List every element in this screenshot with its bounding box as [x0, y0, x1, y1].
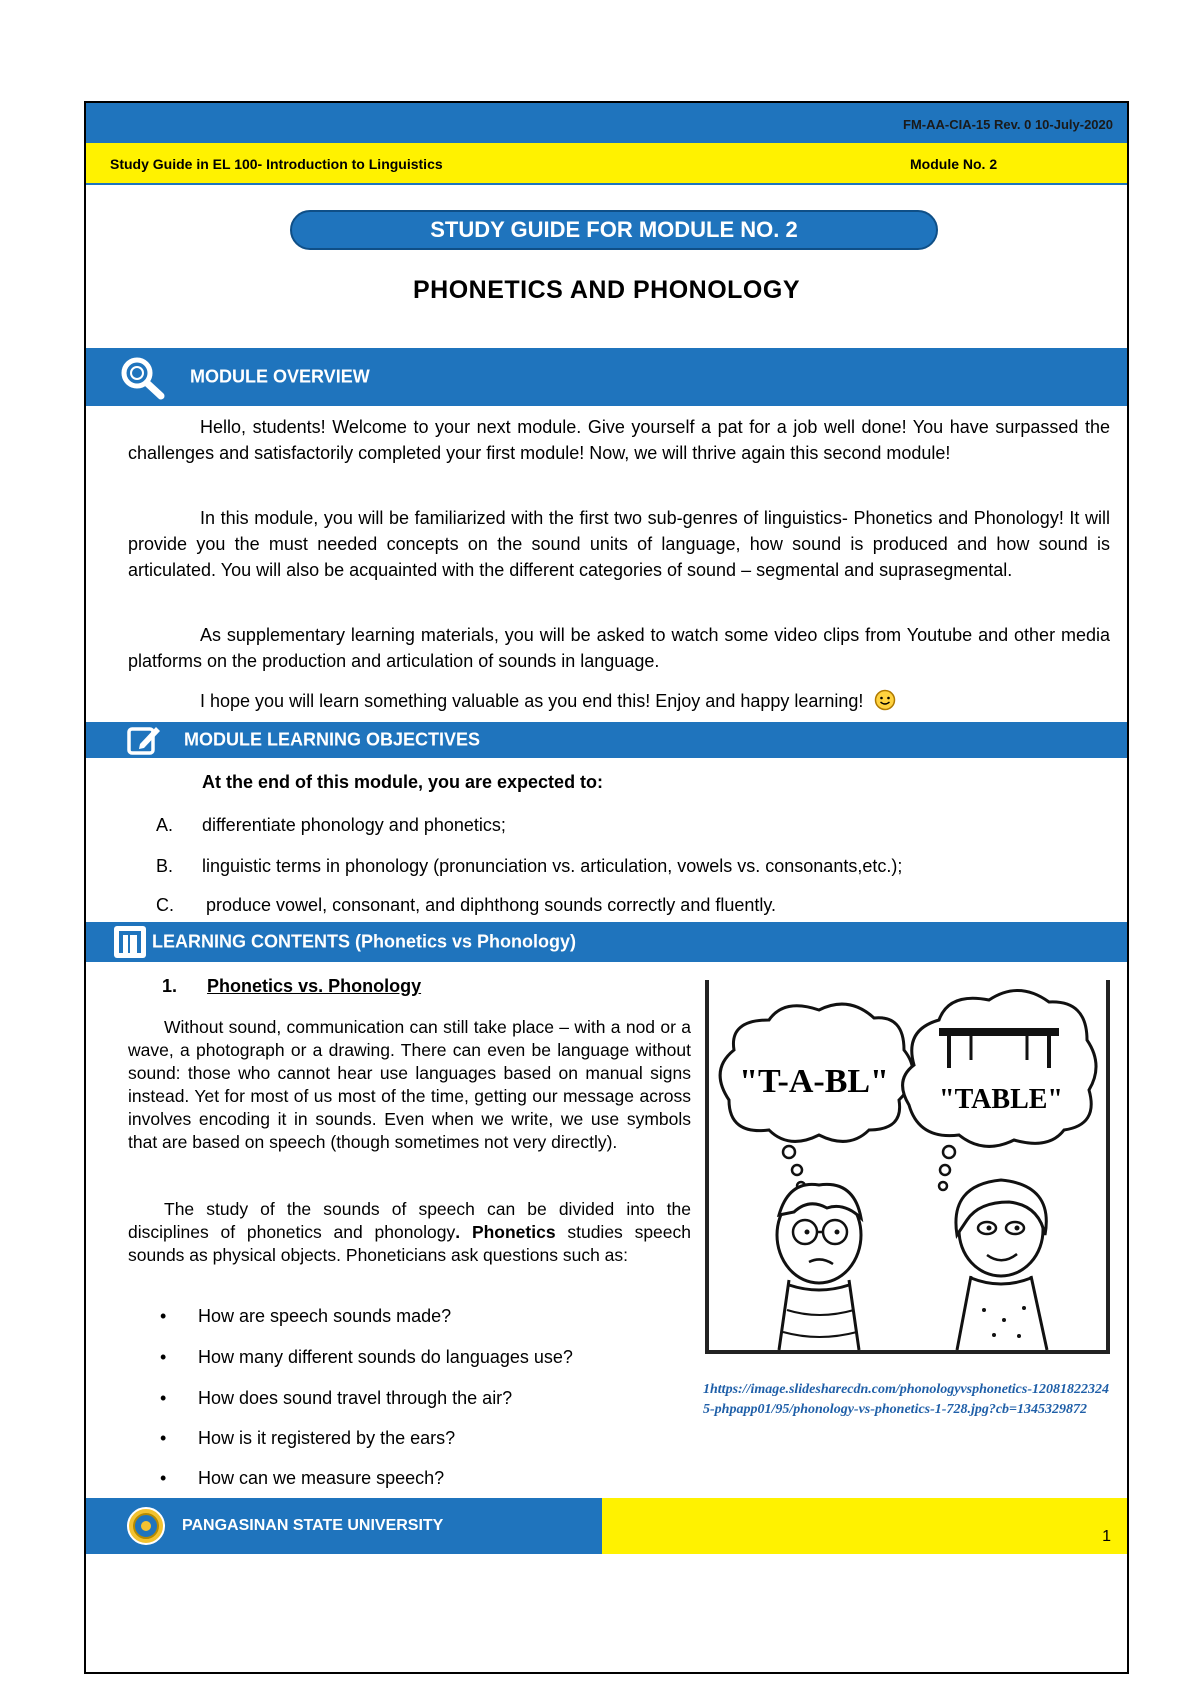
- header-blue-bar: [86, 103, 1127, 143]
- bullet-text: How many different sounds do languages use?: [198, 1347, 573, 1367]
- cartoon-frame-mark-left: [705, 980, 709, 1000]
- module-number: Module No. 2: [910, 156, 998, 172]
- study-guide-pill: STUDY GUIDE FOR MODULE NO. 2: [290, 210, 938, 250]
- cartoon-drawing: [709, 980, 1106, 1350]
- bullet-text: How are speech sounds made?: [198, 1306, 452, 1326]
- study-guide-title: Study Guide in EL 100- Introduction to Linguistics: [110, 156, 443, 172]
- objective-text-a: differentiate phonology and phonetics;: [202, 815, 506, 835]
- edit-icon: [126, 724, 162, 756]
- list-item: • How is it registered by the ears?: [160, 1428, 456, 1448]
- footer-blue-bar: [86, 1498, 602, 1554]
- list-item: • How does sound travel through the air?: [160, 1388, 513, 1408]
- objective-text-c: produce vowel, consonant, and diphthong sounds correctly and fluently.: [206, 895, 777, 915]
- contents-section-bar: [86, 922, 1127, 962]
- objective-letter-c: C.: [156, 895, 174, 915]
- list-item: • How many different sounds do languages use?: [160, 1347, 573, 1367]
- university-seal-icon: [126, 1506, 166, 1546]
- document-code: FM-AA-CIA-15 Rev. 0 10-July-2020: [903, 117, 1113, 132]
- list-item: • How are speech sounds made?: [160, 1306, 452, 1326]
- objectives-intro: At the end of this module, you are expected to:: [202, 772, 604, 792]
- bullet-text: How does sound travel through the air?: [198, 1388, 513, 1408]
- page-number: 1: [1102, 1528, 1111, 1545]
- left-bubble-text: "T-A-BL": [739, 1063, 889, 1100]
- smiley-icon: [874, 689, 896, 711]
- bullet-text: How is it registered by the ears?: [198, 1428, 456, 1448]
- bullet-text: How can we measure speech?: [198, 1468, 445, 1488]
- overview-closing-text: I hope you will learn something valuable as you end this! Enjoy and happy learning!: [200, 691, 864, 711]
- content-paragraph-1: Without sound, communication can still take place – with a nod or a wave, a photograph or a drawing. There can even be language without sound: those who cannot hear use languages based on manual signs instead. Yet for most of us most of the time, getting our message across involves encoding it in sounds. Even when we write, we use symbols that are based on speech (though sometimes not very directly).: [128, 1017, 691, 1152]
- overview-section-bar: [86, 348, 1127, 406]
- image-source-link[interactable]: 1https://image.slidesharecdn.com/phonologyvsphonetics-120818223245-phpapp01/95/phonology-vs-phonetics-1-728.jpg?cb=1345329872: [703, 1382, 1110, 1417]
- book-icon: [112, 924, 148, 960]
- objectives-section-bar: [86, 722, 1127, 758]
- objective-text-b: linguistic terms in phonology (pronunciation vs. articulation, vowels vs. consonants,etc.);: [202, 856, 903, 876]
- phonetics-cartoon: [705, 980, 1110, 1354]
- objective-letter-a: A.: [156, 815, 174, 835]
- subsection-heading: [162, 976, 421, 997]
- right-bubble-text: "TABLE": [939, 1084, 1063, 1115]
- page-title: PHONETICS AND PHONOLOGY: [413, 276, 800, 304]
- overview-paragraph-3: As supplementary learning materials, you will be asked to watch some video clips from Youtube and other media platforms on the production and articulation of sounds in language.: [128, 625, 1110, 671]
- objectives-heading: MODULE LEARNING OBJECTIVES: [184, 729, 481, 750]
- content-paragraph-2: [128, 1198, 691, 1267]
- overview-paragraph-2: In this module, you will be familiarized with the first two sub-genres of linguistics- Phonetics and Phonology! It will provide you the must needed concepts on the sound units of language, how sound is produced and how sound is articulated. You will also be acquainted with the different categories of sound – segmental and suprasegmental.: [128, 508, 1110, 580]
- footer-yellow-bar: [602, 1498, 1127, 1554]
- subsection-number: 1.: [162, 976, 178, 996]
- overview-heading: MODULE OVERVIEW: [190, 366, 370, 387]
- list-item: • How can we measure speech?: [160, 1468, 445, 1488]
- content-paragraph-2-period: .: [455, 1222, 461, 1242]
- phonetics-term: Phonetics: [471, 1222, 556, 1242]
- overview-paragraph-4: [128, 688, 1110, 714]
- content-paragraph-2-rest: studies speech sounds as physical objects. Phoneticians ask questions such as:: [128, 1222, 692, 1265]
- content-paragraph-2-text: The study of the sounds of speech can be divided into the disciplines of phonetics and phonology: [128, 1199, 691, 1242]
- header-yellow-bar: [86, 143, 1127, 185]
- cartoon-frame-mark-right: [1106, 980, 1110, 1000]
- university-name: PANGASINAN STATE UNIVERSITY: [182, 1517, 444, 1534]
- objective-letter-b: B.: [156, 856, 174, 876]
- contents-heading: LEARNING CONTENTS (Phonetics vs Phonology): [152, 931, 577, 952]
- magnifier-icon: [118, 354, 166, 400]
- subsection-title: Phonetics vs. Phonology: [207, 976, 422, 996]
- overview-paragraph-1: Hello, students! Welcome to your next module. Give yourself a pat for a job well done! You have surpassed the challenges and satisfactorily completed your first module! Now, we will thrive again this second module!: [128, 417, 1110, 463]
